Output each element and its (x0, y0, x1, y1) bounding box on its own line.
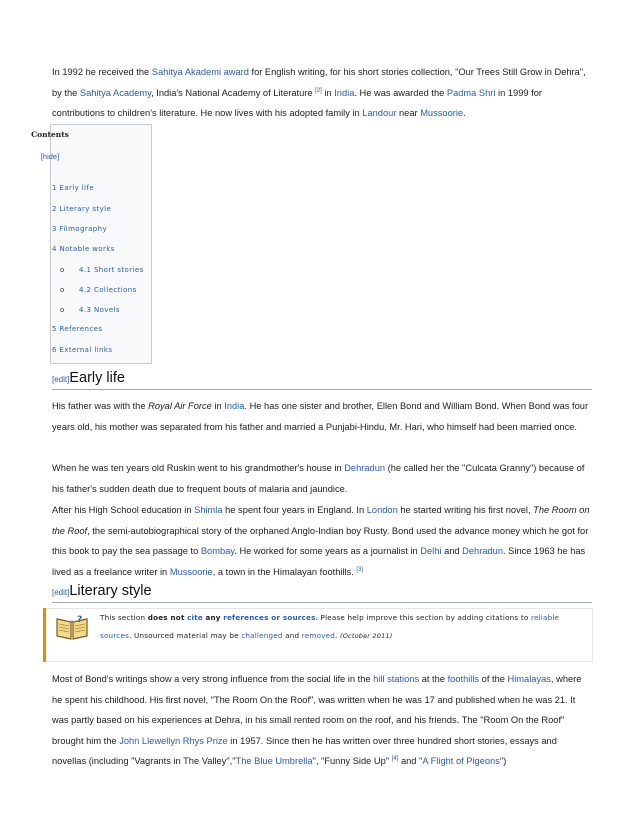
text: for English writing, for his short stories collection, "Our Trees Still Grow in Dehra", by the (52, 67, 586, 98)
text: Most of Bond's writings show a very strong influence from the social life in the (52, 674, 374, 684)
himalayas-link[interactable]: Himalayas (507, 674, 551, 684)
toc-hide-toggle[interactable] (0, 152, 100, 161)
text: . Unsourced material may be (129, 631, 242, 640)
text: . He has one sister and brother, Ellen Bond and William Bond. When Bond was four years old, his mother was separated from his father and married a Punjabi-Hindu, Mr. Hari, who himself had been married once. (52, 401, 589, 432)
mussoorie-link[interactable]: Mussoorie (420, 108, 464, 118)
text: and " (398, 756, 423, 766)
hill-stations-link[interactable]: hill stations (373, 674, 420, 684)
india-link[interactable]: India (334, 87, 355, 98)
text: near (396, 108, 421, 118)
open-book-icon (55, 613, 89, 641)
challenged-link[interactable]: challenged (241, 631, 283, 640)
toc-item-short-stories[interactable]: 4.1 Short stories (79, 266, 144, 274)
ref-3-link[interactable]: [3] (356, 566, 364, 573)
text: does not (147, 613, 185, 622)
toc-item-novels[interactable]: 4.3 Novels (79, 306, 120, 314)
text: he spent four years in England. In (222, 505, 367, 515)
text: in 1999 for contributions to children's literature. He now lives with his adopted family in (52, 87, 542, 118)
toc-item-filmography[interactable]: 3 Filmography (52, 225, 108, 233)
dehradun-link[interactable]: Dehradun (462, 546, 504, 556)
sahitya-academy-link[interactable]: Sahitya Academy (79, 87, 152, 98)
text: ", "Funny Side Up" (312, 756, 392, 766)
svg-text:?: ? (77, 615, 83, 625)
text: When he was ten years old Ruskin went to his grandmother's house in (52, 463, 345, 473)
text: and (441, 546, 463, 556)
heading-text: Early life (69, 370, 125, 386)
text: in (321, 87, 335, 98)
text: , the semi-autobiographical story of the orphaned Anglo-Indian boy Rusty. Bond used the advance money which he got for this book to pay the sea passage to (52, 525, 589, 556)
foothills-link[interactable]: foothills (447, 674, 480, 684)
text: His father was with the (52, 401, 149, 411)
delhi-link[interactable]: Delhi (420, 546, 442, 556)
text: ") (499, 756, 507, 766)
text: , a town in the Himalayan foothills. (212, 566, 357, 577)
toc-bullet: o (60, 285, 65, 294)
cite-link[interactable]: cite (187, 613, 203, 622)
edit-link[interactable]: [edit] (52, 375, 70, 384)
literary-style-paragraph (52, 669, 592, 772)
text: in (211, 401, 225, 411)
text: (he called her the "Culcata Granny") because of his father's sudden death due to frequent bouts of malaria and jaundice. (52, 463, 585, 494)
notice-accent-bar (43, 608, 46, 662)
landour-link[interactable]: Landour (362, 108, 397, 118)
room-on-roof-title: The Room on the Roof (52, 505, 590, 536)
mussoorie-link[interactable]: Mussoorie (169, 566, 213, 577)
early-life-paragraph-1 (52, 396, 592, 437)
ref-2-link[interactable]: [2] (315, 87, 322, 94)
early-life-paragraph-3 (52, 500, 592, 582)
notice-date: (October 2011) (340, 632, 393, 640)
raf-text: Royal Air Force (148, 401, 212, 411)
padma-shri-link[interactable]: Padma Shri (446, 87, 496, 98)
toc-hide-link[interactable]: [hide] (40, 152, 60, 161)
intro-paragraph (52, 62, 592, 124)
toc-bullet: o (60, 265, 65, 274)
text: . Please help improve this section by adding citations to (315, 613, 531, 622)
toc-title: Contents (31, 130, 69, 139)
early-life-paragraph-2 (52, 458, 592, 499)
india-link[interactable]: India (224, 401, 245, 411)
shimla-link[interactable]: Shimla (194, 505, 223, 515)
text: After his High School education in (52, 505, 195, 515)
text: of the (479, 674, 508, 684)
edit-link[interactable]: [edit] (52, 588, 70, 597)
section-heading-literary-style (52, 582, 152, 600)
heading-text: Literary style (69, 583, 152, 599)
blue-umbrella-link[interactable]: The Blue Umbrella (235, 756, 313, 766)
text: This section (100, 613, 148, 622)
section-heading-early-life (52, 369, 125, 387)
dehradun-link[interactable]: Dehradun (344, 463, 386, 473)
toc-item-early-life[interactable]: 1 Early life (52, 184, 95, 192)
text: . He was awarded the (354, 87, 447, 98)
toc-item-collections[interactable]: 4.2 Collections (79, 286, 137, 294)
sahitya-award-link[interactable]: Sahitya Akademi award (151, 67, 249, 77)
references-sources-link[interactable]: references or sources (223, 613, 316, 622)
heading-divider (52, 602, 592, 603)
text: in 1957. Since then he has written over three hundred short stories, essays and novellas (including "Vagrants in The Valley"," (52, 735, 557, 766)
text: . Since 1963 he has lived as a freelance writer in (52, 546, 586, 577)
text: any (205, 613, 221, 622)
john-llewellyn-rhys-prize-link[interactable]: John Llewellyn Rhys Prize (119, 735, 228, 746)
toc-item-literary-style[interactable]: 2 Literary style (52, 205, 112, 213)
reliable-sources-link[interactable]: reliable sources (100, 613, 560, 640)
text: . (335, 631, 340, 640)
text: , where he spent his childhood. His first novel, "The Room On the Roof", was written when he was 17 and published when he was 21. It was partly based on his experiences at Dehra, in his small rented room on the roof, and his friends. The "Room On the Roof" brought him the (52, 674, 582, 746)
removed-link[interactable]: removed (301, 631, 336, 640)
notice-message (100, 609, 590, 645)
bombay-link[interactable]: Bombay (200, 546, 235, 556)
text: at the (419, 674, 448, 684)
text: and (282, 631, 302, 640)
text: , India's National Academy of Literature (151, 87, 316, 98)
ref-4-link[interactable]: [4] (391, 755, 399, 762)
text: In 1992 he received the (52, 67, 152, 77)
toc-bullet: o (60, 305, 65, 314)
text: . He worked for some years as a journalist in (234, 546, 421, 556)
toc-item-notable-works[interactable]: 4 Notable works (52, 245, 115, 253)
text: . (463, 108, 466, 118)
text: he started writing his first novel, (397, 505, 534, 515)
heading-divider (52, 389, 592, 390)
london-link[interactable]: London (366, 505, 398, 515)
toc-item-external-links[interactable]: 6 External links (52, 346, 113, 354)
toc-item-references[interactable]: 5 References (52, 325, 103, 333)
flight-of-pigeons-link[interactable]: A Flight of Pigeons (422, 756, 500, 766)
